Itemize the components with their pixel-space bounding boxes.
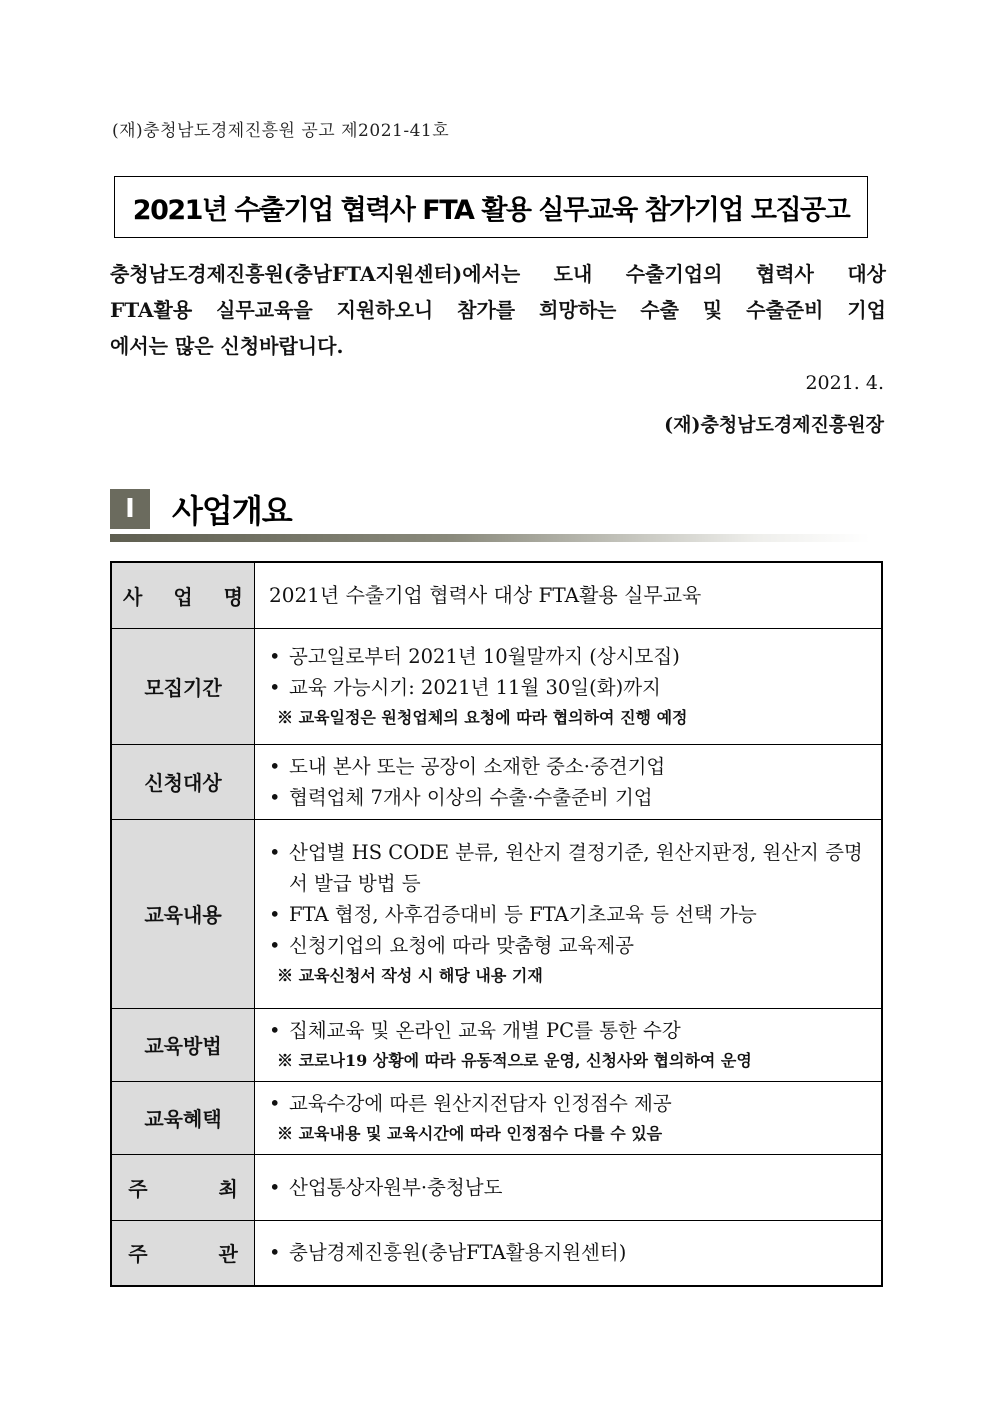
row-content: [255, 819, 883, 1008]
row-label: 교육내용: [111, 819, 255, 1008]
row-label: 주 최: [111, 1154, 255, 1220]
table-row: [111, 1008, 882, 1081]
list-item: • 협력업체 7개사 이상의 수출·수출준비 기업: [269, 785, 653, 809]
list-item: • FTA 협정, 사후검증대비 등 FTA기초교육 등 선택 가능: [269, 903, 757, 926]
intro-line-3: 에서는 많은 신청바랍니다.: [110, 334, 344, 358]
row-label: 교육방법: [111, 1008, 255, 1081]
section-title: 사업개요: [172, 492, 292, 530]
project-name: 2021년 수출기업 협력사 대상 FTA활용 실무교육: [269, 582, 702, 607]
table-row: [111, 744, 882, 819]
announcement-date: 2021. 4.: [805, 372, 884, 394]
note-text: ※ 코로나19 상황에 따라 유동적으로 운영, 신청사와 협의하여 운영: [277, 1050, 752, 1070]
row-label: 사 업 명: [111, 562, 255, 628]
table-row: [111, 1220, 882, 1286]
row-label: 모집기간: [111, 628, 255, 744]
title-box: [114, 176, 868, 238]
row-label: 주 관: [111, 1220, 255, 1286]
list-item: • 신청기업의 요청에 따라 맞춤형 교육제공: [269, 934, 635, 957]
list-item: • 공고일로부터 2021년 10월말까지 (상시모집): [269, 644, 680, 668]
note-text: ※ 교육일정은 원청업체의 요청에 따라 협의하여 진행 예정: [277, 707, 688, 727]
intro-line-1: 충청남도경제진흥원(충남FTA지원센터)에서는 도내 수출기업의 협력사 대상: [110, 262, 886, 286]
table-row: [111, 562, 882, 628]
section-number: Ⅰ: [110, 489, 150, 529]
intro-line-2: FTA활용 실무교육을 지원하오니 참가를 희망하는 수출 및 수출준비 기업: [110, 298, 886, 322]
overview-table: [110, 561, 883, 1287]
table-row: [111, 819, 882, 1008]
notice-number: (재)충청남도경제진흥원 공고 제2021-41호: [112, 121, 450, 141]
issuer-name: (재)충청남도경제진흥원장: [664, 414, 884, 436]
row-content: [255, 562, 883, 628]
list-item: • 산업별 HS CODE 분류, 원산지 결정기준, 원산지판정, 원산지 증명서 발급 방법 등: [269, 841, 863, 895]
section-divider: [110, 534, 870, 542]
note-text: ※ 교육신청서 작성 시 해당 내용 기재: [277, 966, 543, 985]
row-content: [255, 1154, 883, 1220]
row-content: [255, 1008, 883, 1081]
list-item: • 집체교육 및 온라인 교육 개별 PC를 통한 수강: [269, 1018, 681, 1042]
note-text: ※ 교육내용 및 교육시간에 따라 인정점수 다를 수 있음: [277, 1123, 663, 1143]
list-item: • 도내 본사 또는 공장이 소재한 중소·중견기업: [269, 754, 666, 778]
row-content: [255, 628, 883, 744]
row-content: [255, 1220, 883, 1286]
table-row: [111, 1081, 882, 1154]
document-title: 2021년 수출기업 협력사 FTA 활용 실무교육 참가기업 모집공고: [132, 194, 850, 226]
list-item: • 교육 가능시기: 2021년 11월 30일(화)까지: [269, 675, 661, 699]
section-heading: [110, 488, 292, 530]
row-content: [255, 744, 883, 819]
list-item: • 충남경제진흥원(충남FTA활용지원센터): [269, 1241, 627, 1265]
row-label: 교육혜택: [111, 1081, 255, 1154]
table-row: [111, 1154, 882, 1220]
table-row: [111, 628, 882, 744]
row-label: 신청대상: [111, 744, 255, 819]
intro-paragraph: [110, 256, 886, 328]
row-content: [255, 1081, 883, 1154]
list-item: • 교육수강에 따른 원산지전담자 인정점수 제공: [269, 1091, 672, 1115]
list-item: • 산업통상자원부·충청남도: [269, 1175, 503, 1199]
